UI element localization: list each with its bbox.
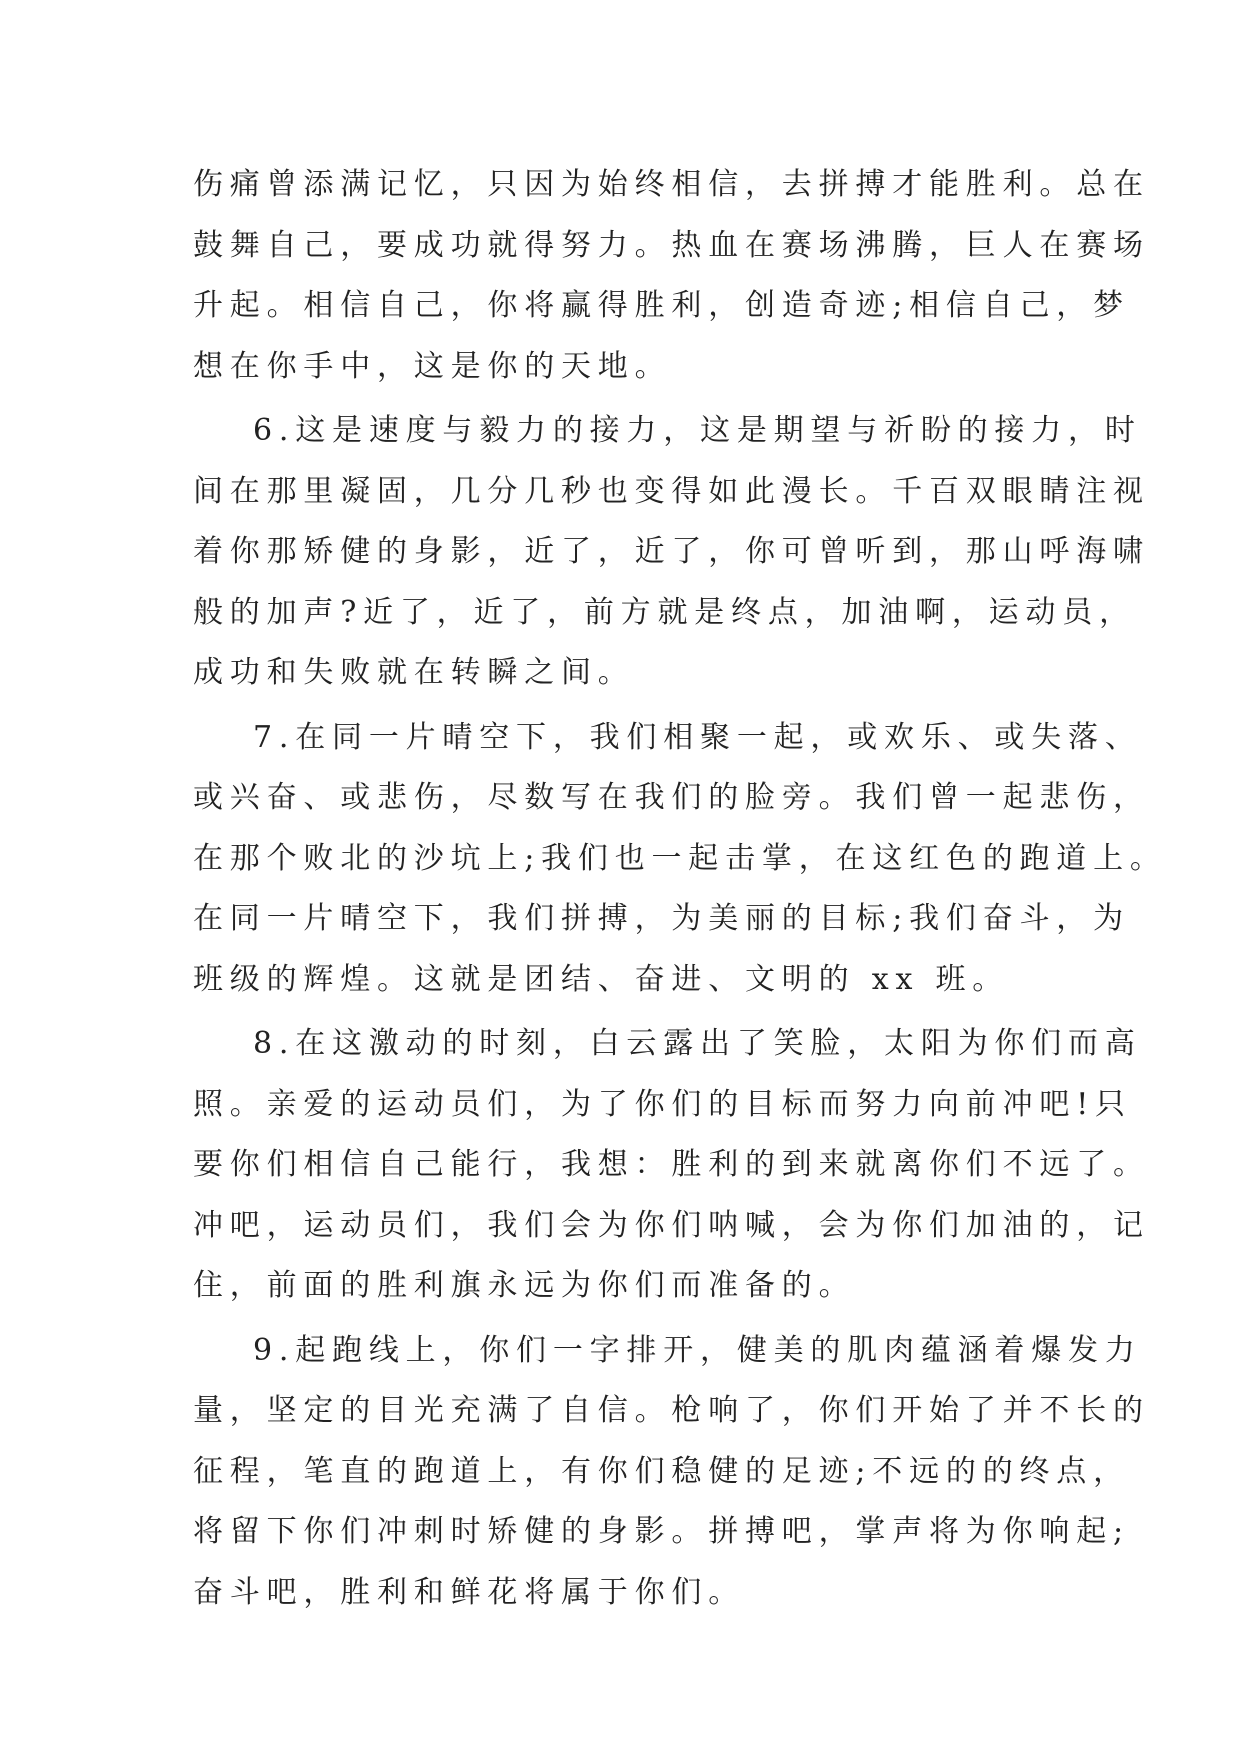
text-line: 着你那矫健的身影，近了，近了，你可曾听到，那山呼海啸 [193, 534, 1150, 569]
text-line: 奋斗吧，胜利和鲜花将属于你们。 [193, 1574, 745, 1610]
text-line: 要你们相信自己能行，我想：胜利的到来就离你们不远了。 [193, 1147, 1150, 1182]
text-line: 班级的辉煌。这就是团结、奋进、文明的 xx 班。 [193, 961, 1010, 997]
text-line: 量，坚定的目光充满了自信。枪响了，你们开始了并不长的 [193, 1393, 1150, 1428]
paragraph-6 [193, 401, 1150, 704]
text-line: 或兴奋、或悲伤，尽数写在我们的脸旁。我们曾一起悲伤， [193, 780, 1150, 815]
text-line: 在那个败北的沙坑上;我们也一起击掌，在这红色的跑道上。 [193, 840, 1167, 876]
paragraph-9 [193, 1321, 1150, 1624]
text-line: 般的加声?近了，近了，前方就是终点，加油啊，运动员， [193, 594, 1136, 630]
paragraph-7 [193, 708, 1167, 1011]
text-line: 成功和失败就在转瞬之间。 [193, 655, 635, 690]
text-line: 住，前面的胜利旗永远为你们而准备的。 [193, 1268, 856, 1303]
text-line: 将留下你们冲刺时矫健的身影。拼搏吧，掌声将为你响起; [193, 1514, 1130, 1549]
text-line: 在同一片晴空下，我们拼搏，为美丽的目标;我们奋斗，为 [193, 901, 1130, 936]
text-line: 伤痛曾添满记忆，只因为始终相信，去拼搏才能胜利。总在 [193, 167, 1150, 202]
text-line: 鼓舞自己，要成功就得努力。热血在赛场沸腾，巨人在赛场 [193, 227, 1150, 263]
text-line-first: 6.这是速度与毅力的接力，这是期望与祈盼的接力，时 [253, 413, 1142, 448]
text-line: 征程，笔直的跑道上，有你们稳健的足迹;不远的的终点， [193, 1453, 1130, 1489]
paragraph-8 [193, 1014, 1150, 1317]
document-body [193, 155, 1167, 1623]
text-line: 间在那里凝固，几分几秒也变得如此漫长。千百双眼睛注视 [193, 473, 1150, 509]
text-line: 照。亲爱的运动员们，为了你们的目标而努力向前冲吧!只 [193, 1086, 1132, 1122]
text-line-first: 8.在这激动的时刻，白云露出了笑脸，太阳为你们而高 [253, 1026, 1142, 1061]
text-line-first: 9.起跑线上，你们一字排开，健美的肌肉蕴涵着爆发力 [253, 1332, 1142, 1368]
text-line: 想在你手中，这是你的天地。 [193, 348, 672, 384]
text-line: 冲吧，运动员们，我们会为你们呐喊，会为你们加油的，记 [193, 1207, 1150, 1243]
paragraph-5-continued [193, 155, 1150, 397]
text-line: 升起。相信自己，你将赢得胜利，创造奇迹;相信自己，梦 [193, 288, 1130, 323]
text-line-first: 7.在同一片晴空下，我们相聚一起，或欢乐、或失落、 [253, 719, 1142, 755]
